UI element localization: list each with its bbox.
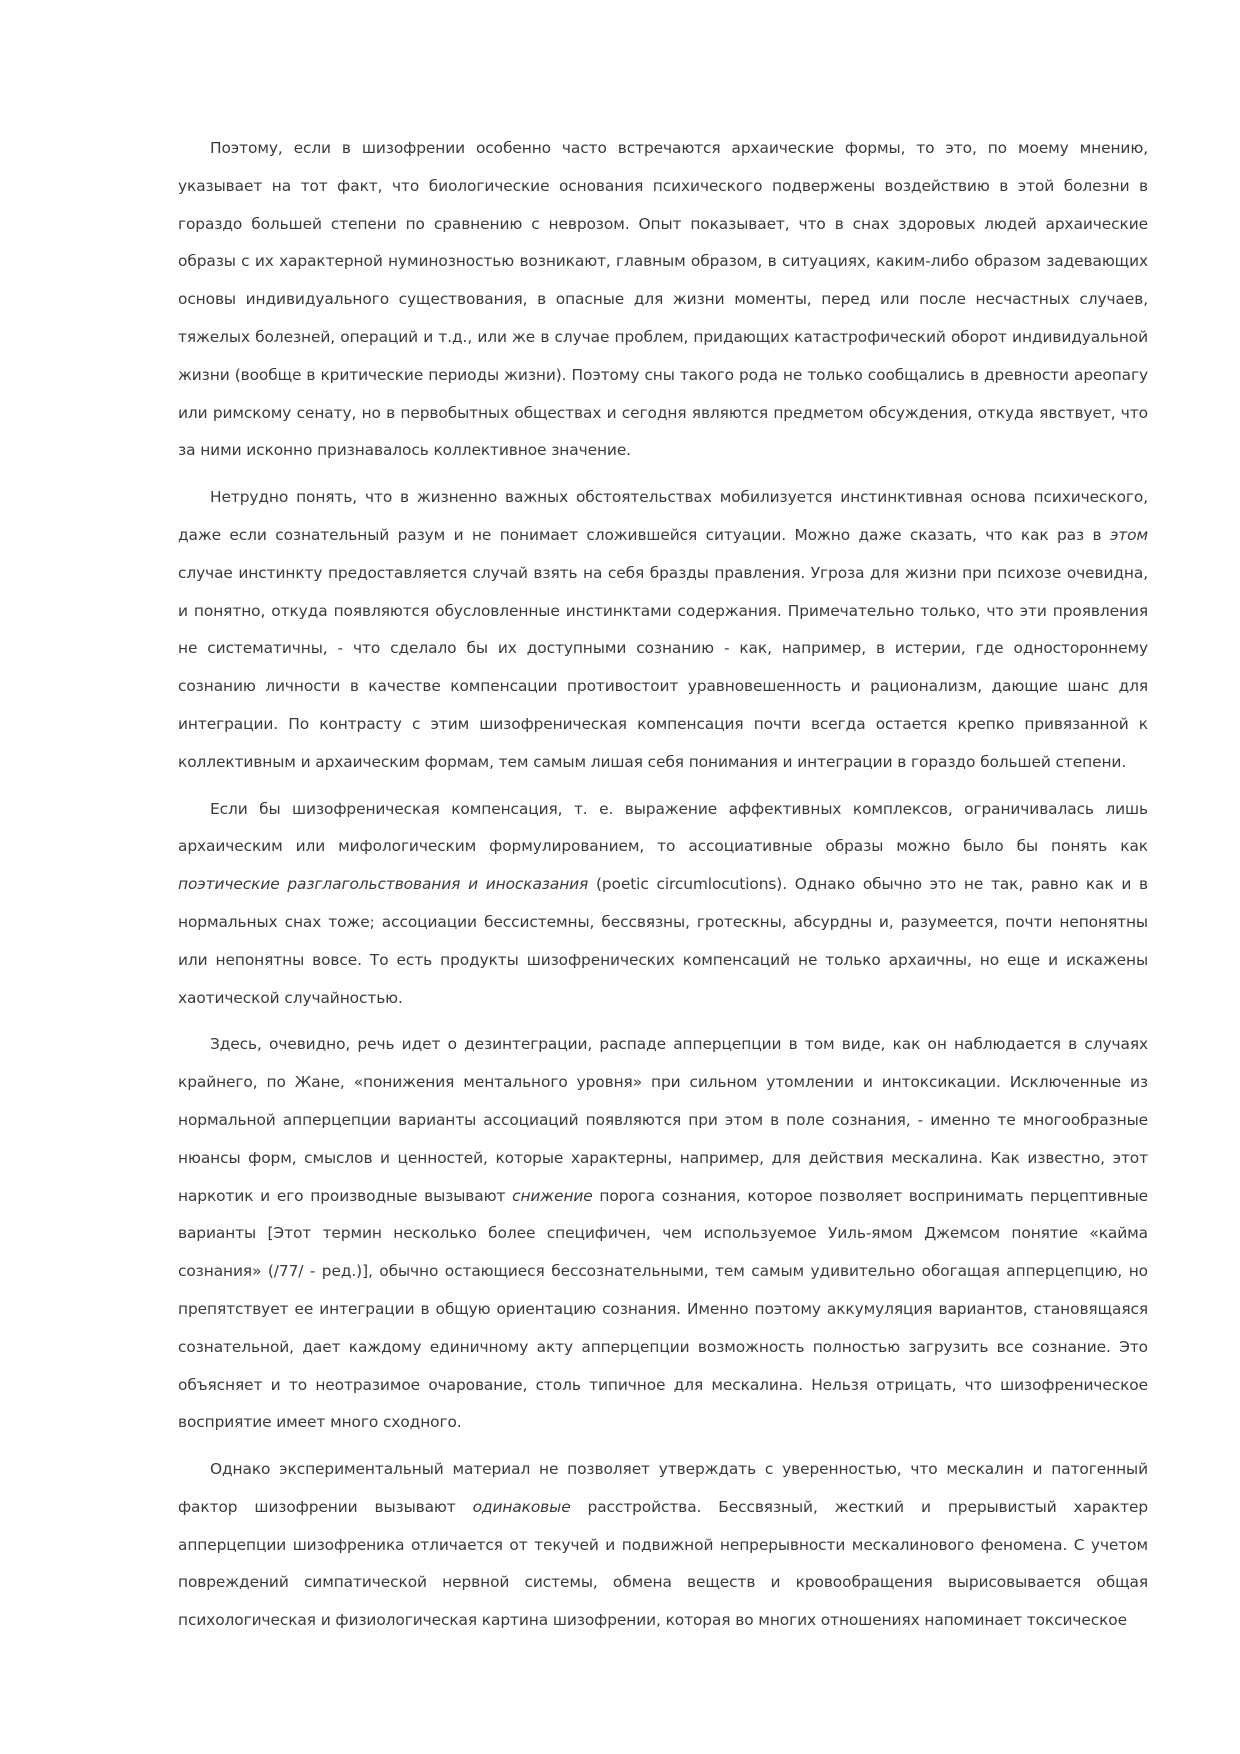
paragraph-5 (178, 1451, 1148, 1640)
paragraph-4 (178, 1026, 1148, 1442)
paragraph-2-emphasis: этом (1109, 525, 1148, 544)
paragraph-3 (178, 791, 1148, 1018)
paragraph-1-text: Поэтому, если в шизофрении особенно часто встречаются архаические формы, то это, по моему мнению, указывает на тот факт, что биологические основания психического подвержены воздействию в этой болезни в гораздо большей степени по сравнению с неврозом. Опыт показывает, что в снах здоровых людей архаические образы с их характерной нуминозностью возникают, главным образом, в ситуациях, каким-либо образом задевающих основы индивидуального существования, в опасные для жизни моменты, перед или после несчастных случаев, тяжелых болезней, операций и т.д., или же в случае проблем, придающих катастрофический оборот индивидуальной жизни (вообще в критические периоды жизни). Поэтому сны такого рода не только сообщались в древности ареопагу или римскому сенату, но в первобытных обществах и сегодня являются предметом обсуждения, откуда явствует, что за ними исконно признавалось коллективное значение. (178, 139, 1148, 460)
paragraph-1 (178, 130, 1148, 470)
paragraph-5-text-b: расстройства. Бессвязный, жесткий и прерывистый характер апперцепции шизофреника отличается от текучей и подвижной непрерывности мескалинового феномена. С учетом повреждений симпатической нервной системы, обмена веществ и кровообращения вырисовывается общая психологическая и физиологическая картина шизофрении, которая во многих отношениях напоминает токсическое (178, 1497, 1148, 1630)
paragraph-2 (178, 479, 1148, 781)
body-text (178, 130, 1148, 1649)
paragraph-2-text-a: Нетрудно понять, что в жизненно важных обстоятельствах мобилизуется инстинктивная основа психического, даже если сознательный разум и не понимает сложившейся ситуации. Можно даже сказать, что как раз в (178, 488, 1148, 544)
paragraph-3-emphasis: поэтические разглагольствования и иносказания (178, 875, 589, 894)
paragraph-4-text-a: Здесь, очевидно, речь идет о дезинтеграции, распаде апперцепции в том виде, как он наблюдается в случаях крайнего, по Жане, «понижения ментального уровня» при сильном утомлении и интоксикации. Исключенные из нормальной апперцепции варианты ассоциаций появляются при этом в поле сознания, - именно те многообразные нюансы форм, смыслов и ценностей, которые характерны, например, для действия мескалина. Как известно, этот наркотик и его производные вызывают (178, 1035, 1148, 1205)
paragraph-2-text-b: случае инстинкту предоставляется случай взять на себя бразды правления. Угроза для жизни при психозе очевидна, и понятно, откуда появляются обусловленные инстинктами содержания. Примечательно только, что эти проявления не систематичны, - что сделало бы их доступными сознанию - как, например, в истерии, где одностороннему сознанию личности в качестве компенсации противостоит уравновешенность и рационализм, дающие шанс для интеграции. По контрасту с этим шизофреническая компенсация почти всегда остается крепко привязанной к коллективным и архаическим формам, тем самым лишая себя понимания и интеграции в гораздо большей степени. (178, 563, 1148, 771)
paragraph-5-text-a: Однако экспериментальный материал не позволяет утверждать с уверенностью, что мескалин и патогенный фактор шизофрении вызывают (178, 1460, 1148, 1516)
paragraph-5-emphasis: одинаковые (472, 1497, 571, 1516)
paragraph-4-text-b: порога сознания, которое позволяет воспринимать перцептивные варианты [Этот термин несколько более специфичен, чем используемое Уиль-ямом Джемсом понятие «кайма сознания» (/77/ - ред.)], обычно остающиеся бессознательными, тем самым удивительно обогащая апперцепцию, но препятствует ее интеграции в общую ориентацию сознания. Именно поэтому аккумуляция вариантов, становящаяся сознательной, дает каждому единичному акту апперцепции возможность полностью загрузить все сознание. Это объясняет и то неотразимое очарование, столь типичное для мескалина. Нельзя отрицать, что шизофреническое восприятие имеет много сходного. (178, 1186, 1148, 1432)
paragraph-4-emphasis: снижение (512, 1186, 593, 1205)
paragraph-3-text-a: Если бы шизофреническая компенсация, т. е. выражение аффективных комплексов, ограничивалась лишь архаическим или мифологическим формулированием, то ассоциативные образы можно было бы понять как (178, 799, 1148, 856)
paragraph-3-text-b: (poetic circumlocutions). Однако обычно это не так, равно как и в нормальных снах тоже; ассоциации бессистемны, бессвязны, гротескны, абсурдны и, разумеется, почти непонятны или непонятны вовсе. То есть продукты шизофренических компенсаций не только архаичны, но еще и искажены хаотической случайностью. (178, 875, 1148, 1007)
